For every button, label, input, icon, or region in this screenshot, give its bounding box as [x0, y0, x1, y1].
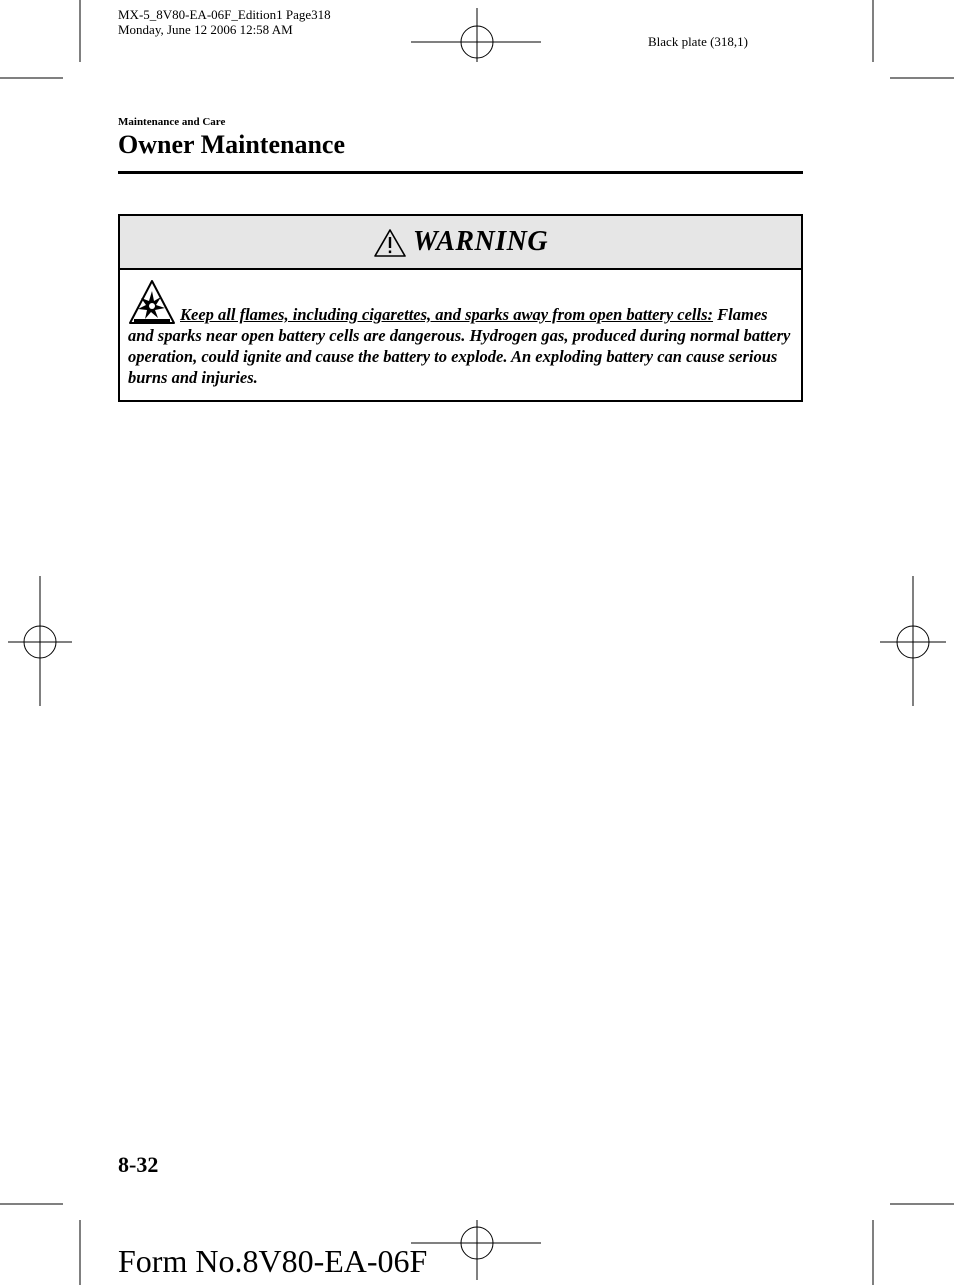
form-number: Form No.8V80-EA-06F [118, 1243, 428, 1279]
section-heading: Maintenance and Care [118, 116, 226, 128]
page-title: Owner Maintenance [118, 130, 345, 159]
print-info [118, 7, 331, 37]
warning-text [120, 270, 801, 388]
title-rule [118, 171, 803, 174]
warning-body: Flames and sparks near open battery cells are dangerous. Hydrogen gas, produced during normal battery operation, could ignite and cause the battery to explode. An exploding battery can cause serious burns and injuries. [128, 305, 791, 387]
print-date-line: Monday, June 12 2006 12:58 AM [118, 22, 293, 37]
warning-box [118, 214, 803, 402]
explosion-icon [128, 279, 176, 325]
warning-label: WARNING [412, 226, 549, 257]
warning-triangle-icon [373, 228, 407, 258]
plate-info: Black plate (318,1) [648, 34, 748, 49]
page-number: 8-32 [118, 1152, 159, 1177]
warning-lead: Keep all flames, including cigarettes, and sparks away from open battery cells: [180, 305, 714, 324]
print-file-line: MX-5_8V80-EA-06F_Edition1 Page318 [118, 7, 331, 22]
warning-header [120, 216, 801, 270]
